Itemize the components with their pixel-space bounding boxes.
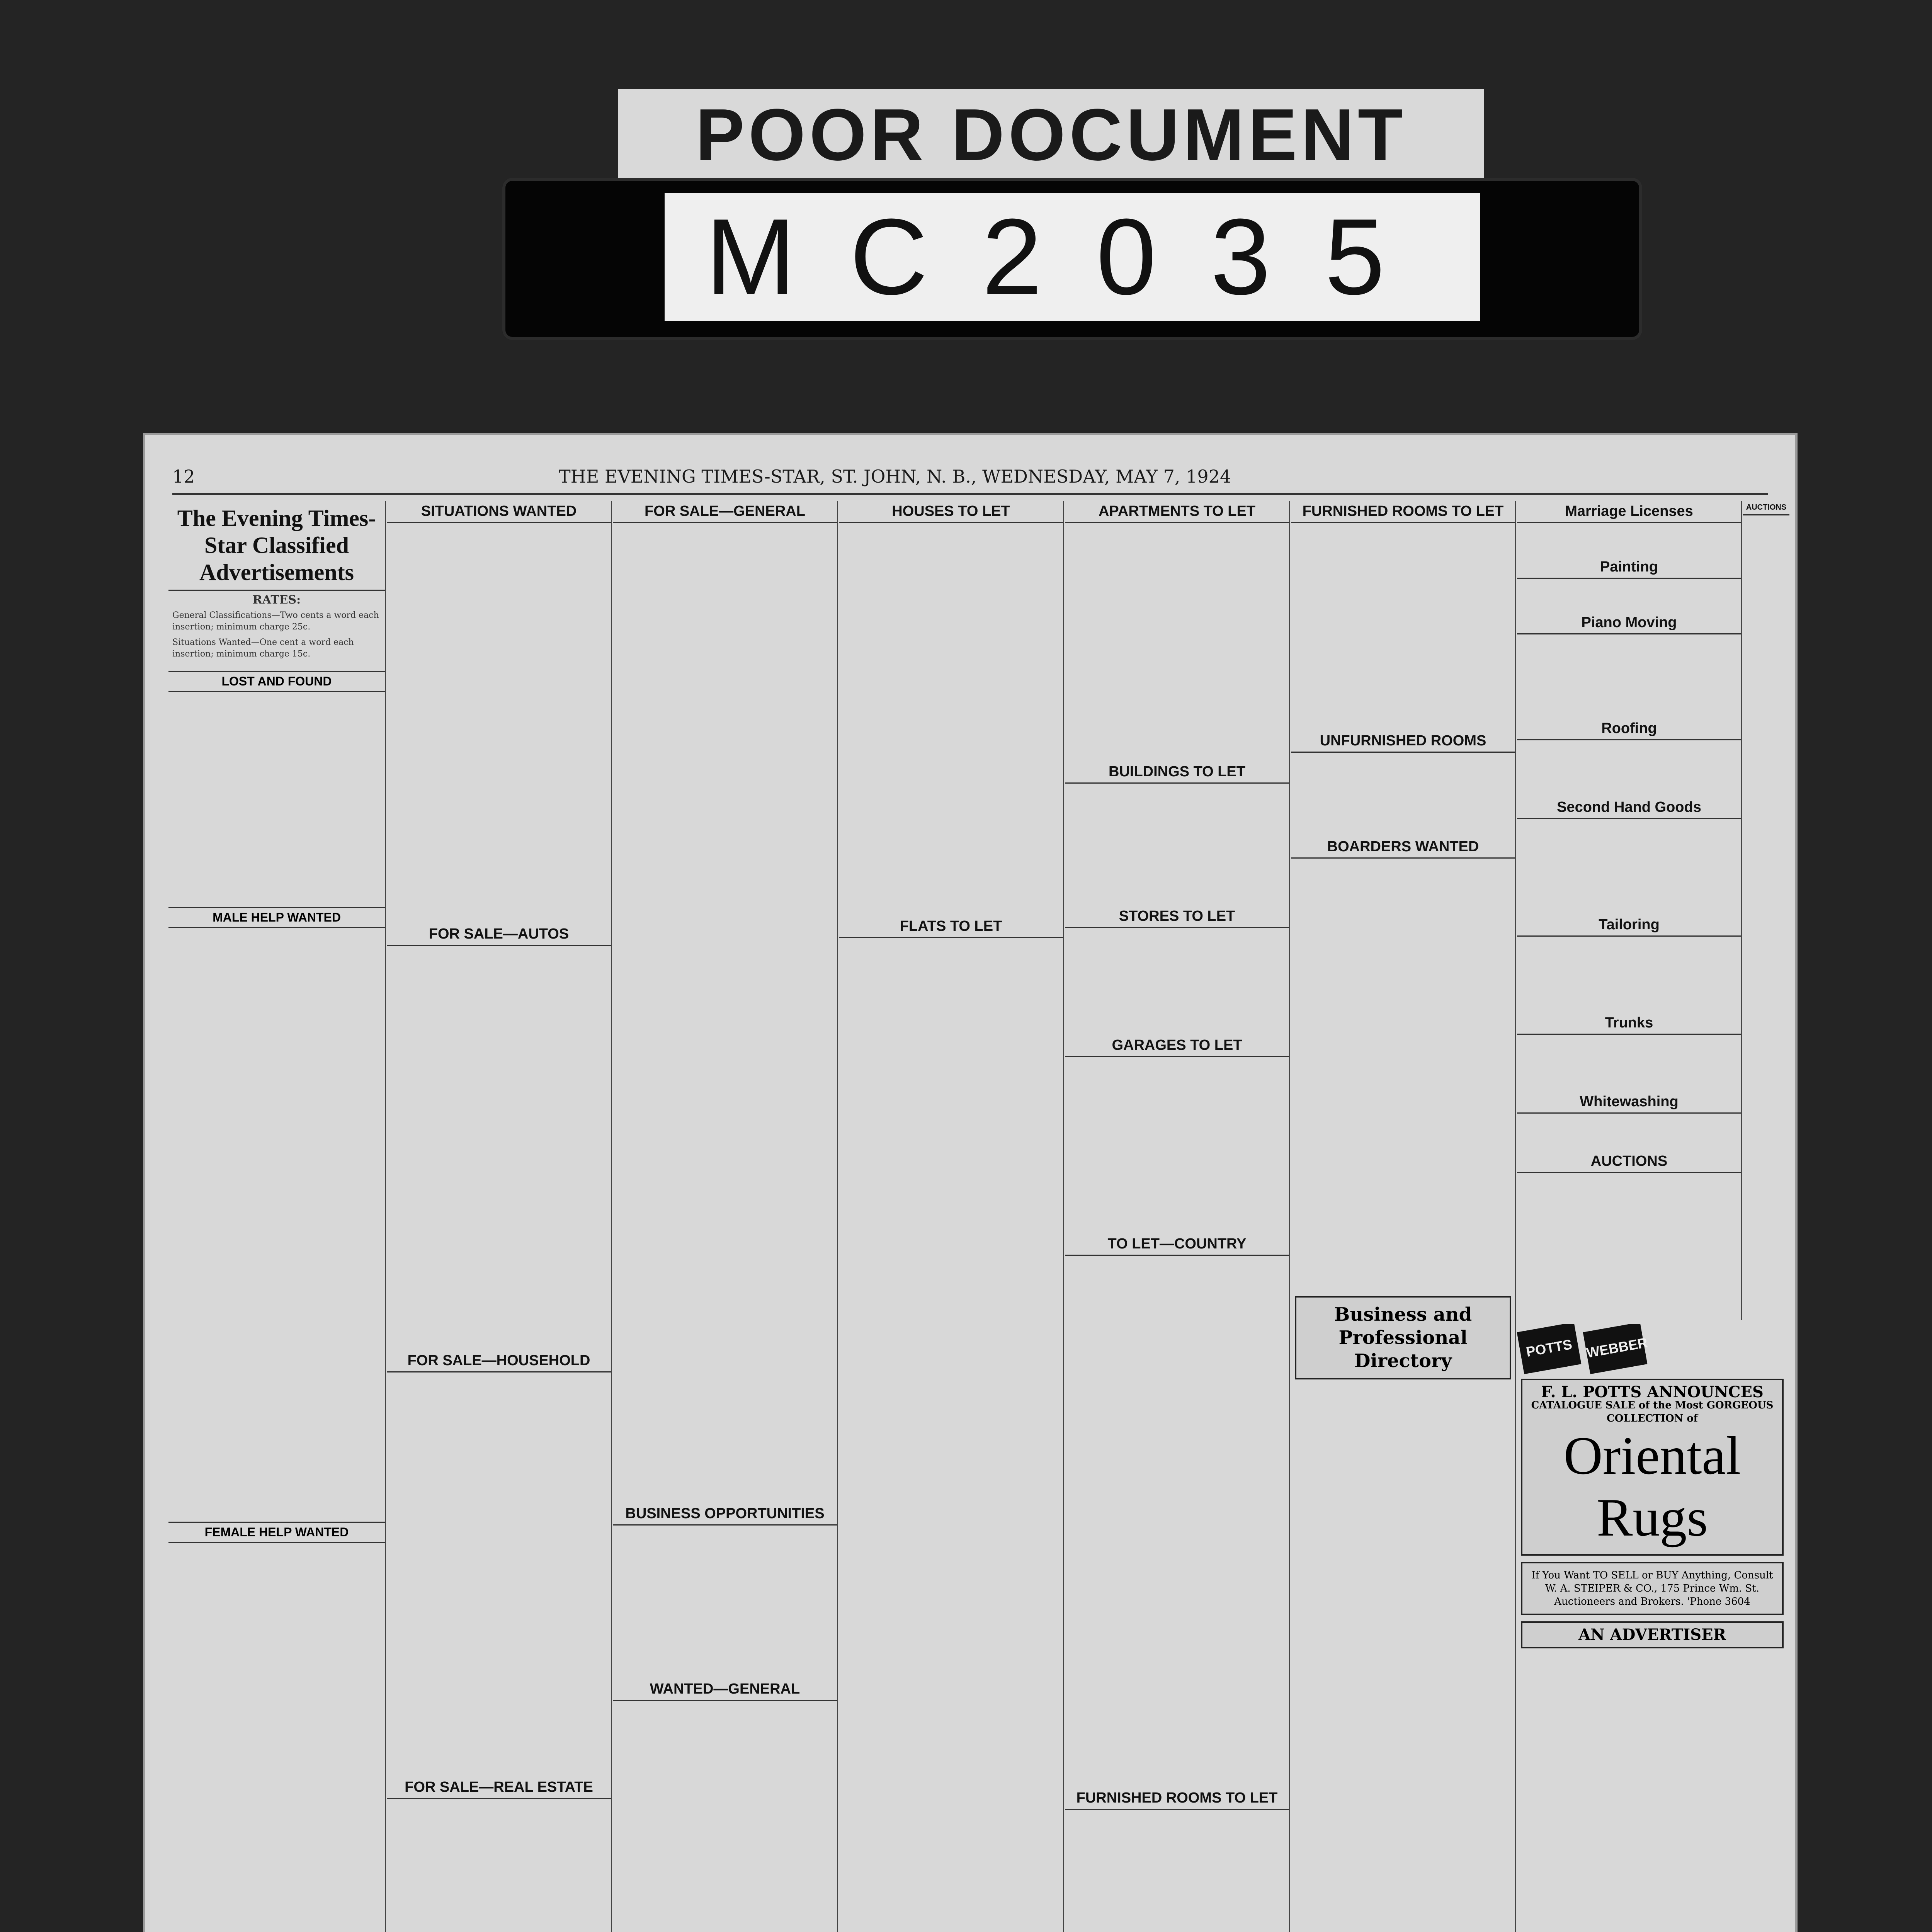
auctions-heading-2: AUCTIONS xyxy=(1517,1151,1741,1173)
auction-ads xyxy=(1517,1324,1787,1932)
business-directory-ads xyxy=(1291,1386,1515,1932)
section-lost-found: LOST AND FOUND xyxy=(168,671,385,692)
film-id-plate xyxy=(502,178,1642,340)
furnished-rooms-ads-2 xyxy=(1065,1810,1289,1932)
business-directory-title: Business and Professional Directory xyxy=(1295,1296,1511,1379)
lost-found-ads xyxy=(168,696,385,903)
oriental-rugs: Oriental Rugs xyxy=(1563,1426,1741,1548)
page-number: 12 xyxy=(172,466,195,487)
roofing-heading: Roofing xyxy=(1517,718,1741,740)
stores-to-let-heading: STORES TO LET xyxy=(1065,906,1289,928)
boarders-wanted-heading: BOARDERS WANTED xyxy=(1291,836,1515,859)
female-help-ads xyxy=(168,1547,385,1932)
services-column xyxy=(1517,501,1742,1320)
for-sale-real-estate-heading: FOR SALE—REAL ESTATE xyxy=(387,1777,611,1799)
catalogue-sale: CATALOGUE SALE of the Most GORGEOUS COLLECTION of xyxy=(1531,1400,1774,1424)
male-help-ads xyxy=(168,932,385,1518)
rooms-column xyxy=(1291,501,1516,1932)
for-sale-column xyxy=(613,501,838,1932)
business-opportunities-heading: BUSINESS OPPORTUNITIES xyxy=(613,1503,837,1526)
wanted-general-ads xyxy=(613,1701,837,1932)
situations-rate-text: Situations Wanted—One cent a word each insertion; minimum charge 15c. xyxy=(172,638,354,659)
to-let-country-heading: TO LET—COUNTRY xyxy=(1065,1233,1289,1256)
autos-ads xyxy=(387,946,611,1350)
wanted-general-heading: WANTED—GENERAL xyxy=(613,1679,837,1701)
trunks-heading: Trunks xyxy=(1517,1012,1741,1035)
situations-column xyxy=(387,501,612,1932)
tailoring-heading: Tailoring xyxy=(1517,914,1741,937)
buildings-ads xyxy=(1065,784,1289,906)
classified-title: The Evening Times-Star Classified Advertisements xyxy=(168,501,385,591)
houses-ads xyxy=(839,523,1063,916)
painting-heading: Painting xyxy=(1517,556,1741,579)
rates-block xyxy=(168,591,385,667)
webber-flag: WEBBER xyxy=(1583,1324,1648,1374)
boarders-ads xyxy=(1291,859,1515,1290)
situations-ads xyxy=(387,523,611,923)
piano-moving-heading: Piano Moving xyxy=(1517,612,1741,634)
marriage-licenses-heading: Marriage Licenses xyxy=(1517,501,1741,523)
poor-document-label: POOR DOCUMENT xyxy=(618,89,1484,181)
section-male-help: MALE HELP WANTED xyxy=(168,907,385,928)
for-sale-household-heading: FOR SALE—HOUSEHOLD xyxy=(387,1350,611,1372)
masthead xyxy=(172,466,1768,495)
flats-ads xyxy=(839,938,1063,1932)
garages-to-let-heading: GARAGES TO LET xyxy=(1065,1035,1289,1057)
rates-heading: RATES: xyxy=(252,593,301,607)
situations-wanted-heading: SITUATIONS WANTED xyxy=(387,501,611,523)
apartments-column xyxy=(1065,501,1290,1932)
furnished-rooms-heading: FURNISHED ROOMS TO LET xyxy=(1291,501,1515,523)
household-ads xyxy=(387,1372,611,1777)
buildings-to-let-heading: BUILDINGS TO LET xyxy=(1065,761,1289,784)
unfurnished-rooms-ads xyxy=(1291,753,1515,836)
for-sale-autos-heading: FOR SALE—AUTOS xyxy=(387,923,611,946)
classified-column xyxy=(168,501,386,1932)
auctions-heading: AUCTIONS xyxy=(1743,501,1789,515)
an-advertiser: AN ADVERTISER xyxy=(1521,1621,1784,1648)
real-estate-ads xyxy=(387,1799,611,1932)
steiper-ad: If You Want TO SELL or BUY Anything, Consult W. A. STEIPER & CO., 175 Prince Wm. St. Auctioneers and Brokers. 'Phone 3604 xyxy=(1521,1562,1784,1615)
furnished-rooms-heading-2: FURNISHED ROOMS TO LET xyxy=(1065,1787,1289,1810)
business-opportunities-ads xyxy=(613,1526,837,1679)
rates-text: General Classifications—Two cents a word each insertion; minimum charge 25c. xyxy=(172,611,379,632)
newspaper-page xyxy=(143,433,1798,1932)
country-ads xyxy=(1065,1256,1289,1787)
flats-to-let-heading: FLATS TO LET xyxy=(839,916,1063,938)
auctions-column xyxy=(1743,501,1789,1320)
potts-flag: POTTS xyxy=(1517,1324,1581,1374)
section-female-help: FEMALE HELP WANTED xyxy=(168,1522,385,1543)
furnished-rooms-ads xyxy=(1291,523,1515,730)
for-sale-general-heading: FOR SALE—GENERAL xyxy=(613,501,837,523)
second-hand-heading: Second Hand Goods xyxy=(1517,797,1741,819)
whitewashing-heading: Whitewashing xyxy=(1517,1091,1741,1114)
masthead-title: THE EVENING TIMES-STAR, ST. JOHN, N. B., WEDNESDAY, MAY 7, 1924 xyxy=(559,466,1231,487)
garages-ads xyxy=(1065,1057,1289,1233)
film-id: MC2035 xyxy=(665,193,1480,321)
apartments-to-let-heading: APARTMENTS TO LET xyxy=(1065,501,1289,523)
stores-ads xyxy=(1065,928,1289,1035)
for-sale-general-ads xyxy=(613,523,837,1503)
potts-announces: F. L. POTTS ANNOUNCES xyxy=(1541,1383,1764,1401)
unfurnished-rooms-heading: UNFURNISHED ROOMS xyxy=(1291,730,1515,753)
houses-to-let-heading: HOUSES TO LET xyxy=(839,501,1063,523)
apartments-ads xyxy=(1065,523,1289,761)
potts-announces-ad xyxy=(1521,1379,1784,1556)
houses-column xyxy=(839,501,1064,1932)
